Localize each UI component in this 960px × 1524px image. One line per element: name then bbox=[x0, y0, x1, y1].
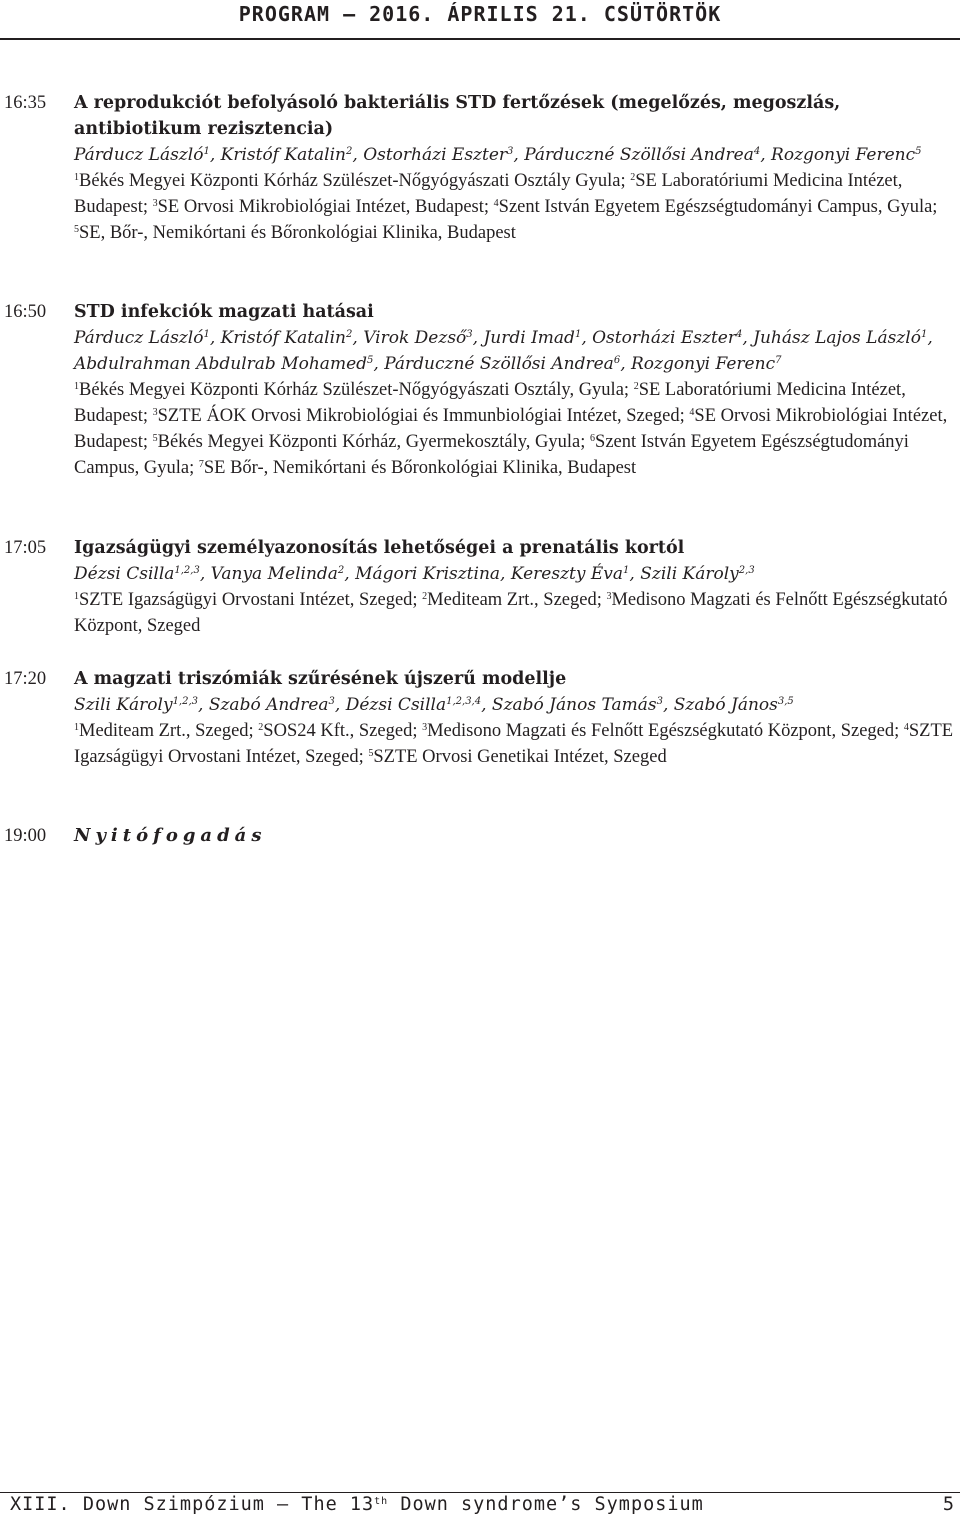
session-authors: Szili Károly$^{1,2,3}$, Szabó Andrea$^3$, Dézsi Csilla$^{1,2,3,4}$, Szabó János Tamás$^3$, Szabó János$^{3,5}$ bbox=[74, 695, 794, 715]
affiliation-index: 3 bbox=[606, 591, 612, 602]
session-affiliations bbox=[74, 718, 956, 770]
session-title: STD infekciók magzati hatásai bbox=[74, 302, 374, 322]
session-time: 17:20 bbox=[4, 669, 47, 689]
author-affiliation-index: 1,2,3 bbox=[174, 565, 200, 576]
author-name: Rozgonyi Ferenc bbox=[771, 145, 916, 165]
session-affiliations bbox=[74, 377, 956, 481]
author-name: Szabó Andrea bbox=[208, 695, 329, 715]
affiliation-text: SE Laboratóriumi Medicina Intézet, Budapest; bbox=[74, 380, 906, 426]
header-rule bbox=[0, 38, 960, 40]
author-affiliation-index: 2 bbox=[337, 565, 345, 576]
author-affiliation-index: 3,5 bbox=[777, 696, 794, 707]
session-affiliations bbox=[74, 168, 956, 246]
author-name: Dézsi Csilla bbox=[74, 564, 175, 584]
affiliation-text: Békés Megyei Központi Kórház Szülészet-Nőgyógyászati Osztály Gyula; bbox=[79, 171, 631, 191]
affiliation-index: 1 bbox=[74, 172, 79, 183]
affiliation-index: 5 bbox=[368, 748, 374, 759]
author-name: Ostorházi Eszter bbox=[363, 145, 508, 165]
affiliation-text: SZTE Igazságügyi Orvostani Intézet, Szeged; bbox=[79, 590, 423, 610]
session-time: 17:05 bbox=[4, 538, 47, 558]
author-name: Párduczné Szöllősi Andrea bbox=[384, 354, 614, 374]
author-name: Szili Károly bbox=[640, 564, 739, 584]
affiliation-index: 5 bbox=[152, 433, 158, 444]
author-affiliation-index: 2,3 bbox=[738, 565, 755, 576]
author-affiliation-index: 1 bbox=[574, 329, 582, 340]
affiliation-index: 3 bbox=[152, 198, 158, 209]
author-name: Mágori Krisztina bbox=[355, 564, 501, 584]
author-name: Juhász Lajos László bbox=[753, 328, 921, 348]
affiliation-text: SOS24 Kft., Szeged; bbox=[263, 721, 423, 741]
affiliation-text: Mediteam Zrt., Szeged; bbox=[427, 590, 607, 610]
author-affiliation-index: 3 bbox=[507, 146, 514, 157]
affiliation-index: 2 bbox=[258, 722, 264, 733]
author-name: Abdulrahman Abdulrab Mohamed bbox=[74, 354, 368, 374]
affiliation-text: SE Laboratóriumi Medicina Intézet, Budapest; bbox=[74, 171, 903, 217]
affiliation-text: Medisono Magzati és Felnőtt Egészségkutató Központ, Szeged; bbox=[427, 721, 904, 741]
author-affiliation-index: 2 bbox=[346, 146, 353, 157]
reception-title: Nyitófogadás bbox=[74, 825, 267, 846]
affiliation-text: SZTE ÁOK Orvosi Mikrobiológiai és Immunbiológiai Intézet, Szeged; bbox=[157, 406, 690, 426]
author-affiliation-index: 1 bbox=[203, 329, 210, 340]
session-affiliations bbox=[74, 587, 956, 639]
page-header: PROGRAM – 2016. ÁPRILIS 21. CSÜTÖRTÖK bbox=[238, 2, 722, 26]
session-body bbox=[74, 90, 956, 246]
session-authors: Dézsi Csilla$^{1,2,3}$, Vanya Melinda$^2$, Mágori Krisztina, Kereszty Éva$^1$, Szili Károly$^{2,3}$ bbox=[74, 564, 755, 584]
affiliation-text: Szent István Egyetem Egészségtudományi Campus, Gyula; bbox=[74, 432, 909, 478]
session-title: A reprodukciót befolyásoló bakteriális STD fertőzések (megelőzés, megoszlás, antibiotikum rezisztencia) bbox=[74, 93, 841, 139]
affiliation-text: SE Orvosi Mikrobiológiai Intézet, Budapest; bbox=[157, 197, 494, 217]
author-name: Kristóf Katalin bbox=[220, 145, 346, 165]
affiliation-index: 1 bbox=[74, 381, 79, 392]
footer-rule bbox=[0, 1492, 960, 1493]
author-affiliation-index: 1 bbox=[623, 565, 630, 576]
author-name: Szabó János bbox=[673, 695, 778, 715]
author-name: Rozgonyi Ferenc bbox=[631, 354, 776, 374]
session-time: 16:35 bbox=[4, 93, 47, 113]
affiliation-index: 2 bbox=[422, 591, 428, 602]
affiliation-text: Békés Megyei Központi Kórház, Gyermekosztály, Gyula; bbox=[157, 432, 591, 452]
author-name: Szabó János Tamás bbox=[491, 695, 657, 715]
session-title: A magzati triszómiák szűrésének újszerű modellje bbox=[74, 669, 567, 689]
author-affiliation-index: 7 bbox=[775, 355, 782, 366]
author-name: Kereszty Éva bbox=[510, 564, 624, 584]
author-affiliation-index: 3 bbox=[328, 696, 335, 707]
page-number: 5 bbox=[942, 1494, 955, 1515]
affiliation-index: 4 bbox=[903, 722, 909, 733]
affiliation-text: Medisono Magzati és Felnőtt Egészségkutató Központ, Szeged bbox=[74, 590, 948, 636]
page-footer bbox=[10, 1494, 955, 1515]
session-body bbox=[74, 299, 956, 481]
session-body bbox=[74, 666, 956, 770]
author-affiliation-index: 1 bbox=[203, 146, 210, 157]
affiliation-index: 5 bbox=[74, 224, 79, 235]
affiliation-index: 3 bbox=[422, 722, 428, 733]
affiliation-text: Szent István Egyetem Egészségtudományi Campus, Gyula; bbox=[498, 197, 938, 217]
author-affiliation-index: 1,2,3 bbox=[172, 696, 199, 707]
author-name: Dézsi Csilla bbox=[345, 695, 447, 715]
session-authors: Párducz László$^1$, Kristóf Katalin$^2$, Ostorházi Eszter$^3$, Párduczné Szöllősi Andrea$^4$, Rozgonyi Ferenc$^5$ bbox=[74, 145, 922, 165]
session-time: 16:50 bbox=[4, 302, 47, 322]
author-name: Jurdi Imad bbox=[483, 328, 575, 348]
author-affiliation-index: 5 bbox=[915, 146, 922, 157]
affiliation-index: 1 bbox=[74, 722, 79, 733]
affiliation-text: Mediteam Zrt., Szeged; bbox=[79, 721, 259, 741]
affiliation-index: 2 bbox=[630, 172, 636, 183]
session-body bbox=[74, 535, 956, 639]
author-name: Vanya Melinda bbox=[210, 564, 338, 584]
reception-time: 19:00 bbox=[4, 826, 47, 846]
affiliation-text: SZTE Igazságügyi Orvostani Intézet, Szeged; bbox=[74, 721, 954, 767]
affiliation-index: 2 bbox=[633, 381, 639, 392]
author-name: Szili Károly bbox=[74, 695, 173, 715]
author-affiliation-index: 1 bbox=[920, 329, 928, 340]
author-name: Párduczné Szöllősi Andrea bbox=[524, 145, 754, 165]
author-affiliation-index: 3 bbox=[466, 329, 473, 340]
session-authors: Párducz László$^1$, Kristóf Katalin$^2$, Virok Dezső$^3$, Jurdi Imad$^1$, Ostorházi Eszter$^4$, Juhász Lajos László$^1$, Abdulrahman Abdulrab Mohamed$^5$, Párduczné Szöllősi Andrea$^6$, Rozgonyi Ferenc$^7$ bbox=[74, 328, 933, 374]
author-affiliation-index: 5 bbox=[367, 355, 374, 366]
affiliation-index: 6 bbox=[590, 433, 596, 444]
author-affiliation-index: 3 bbox=[656, 696, 663, 707]
author-name: Virok Dezső bbox=[363, 328, 467, 348]
footer-text-after: Down syndrome’s Symposium bbox=[388, 1494, 704, 1515]
author-affiliation-index: 4 bbox=[753, 146, 761, 157]
affiliation-index: 4 bbox=[493, 198, 499, 209]
affiliation-index: 4 bbox=[689, 407, 695, 418]
affiliation-index: 1 bbox=[74, 591, 79, 602]
affiliation-text: SE Orvosi Mikrobiológiai Intézet, Budapest; bbox=[74, 406, 948, 452]
affiliation-index: 7 bbox=[198, 459, 204, 470]
author-name: Párducz László bbox=[74, 328, 204, 348]
author-affiliation-index: 2 bbox=[346, 329, 353, 340]
author-affiliation-index: 6 bbox=[613, 355, 621, 366]
affiliation-text: SZTE Orvosi Genetikai Intézet, Szeged bbox=[373, 747, 667, 767]
session-title: Igazságügyi személyazonosítás lehetőségei a prenatális kortól bbox=[74, 538, 685, 558]
footer-text-before: XIII. Down Szimpózium – The 13 bbox=[10, 1494, 375, 1515]
footer-text-sup: th bbox=[374, 1496, 389, 1507]
affiliation-index: 3 bbox=[152, 407, 158, 418]
author-affiliation-index: 4 bbox=[735, 329, 743, 340]
affiliation-text: SE, Bőr-, Nemikórtani és Bőronkológiai Klinika, Budapest bbox=[79, 223, 516, 243]
author-name: Kristóf Katalin bbox=[220, 328, 346, 348]
affiliation-text: SE Bőr-, Nemikórtani és Bőronkológiai Klinika, Budapest bbox=[203, 458, 637, 478]
author-affiliation-index: 1,2,3,4 bbox=[446, 696, 482, 707]
author-name: Ostorházi Eszter bbox=[592, 328, 736, 348]
author-name: Párducz László bbox=[74, 145, 204, 165]
affiliation-text: Békés Megyei Központi Kórház Szülészet-Nőgyógyászati Osztály, Gyula; bbox=[79, 380, 634, 400]
reception-body bbox=[74, 823, 956, 849]
